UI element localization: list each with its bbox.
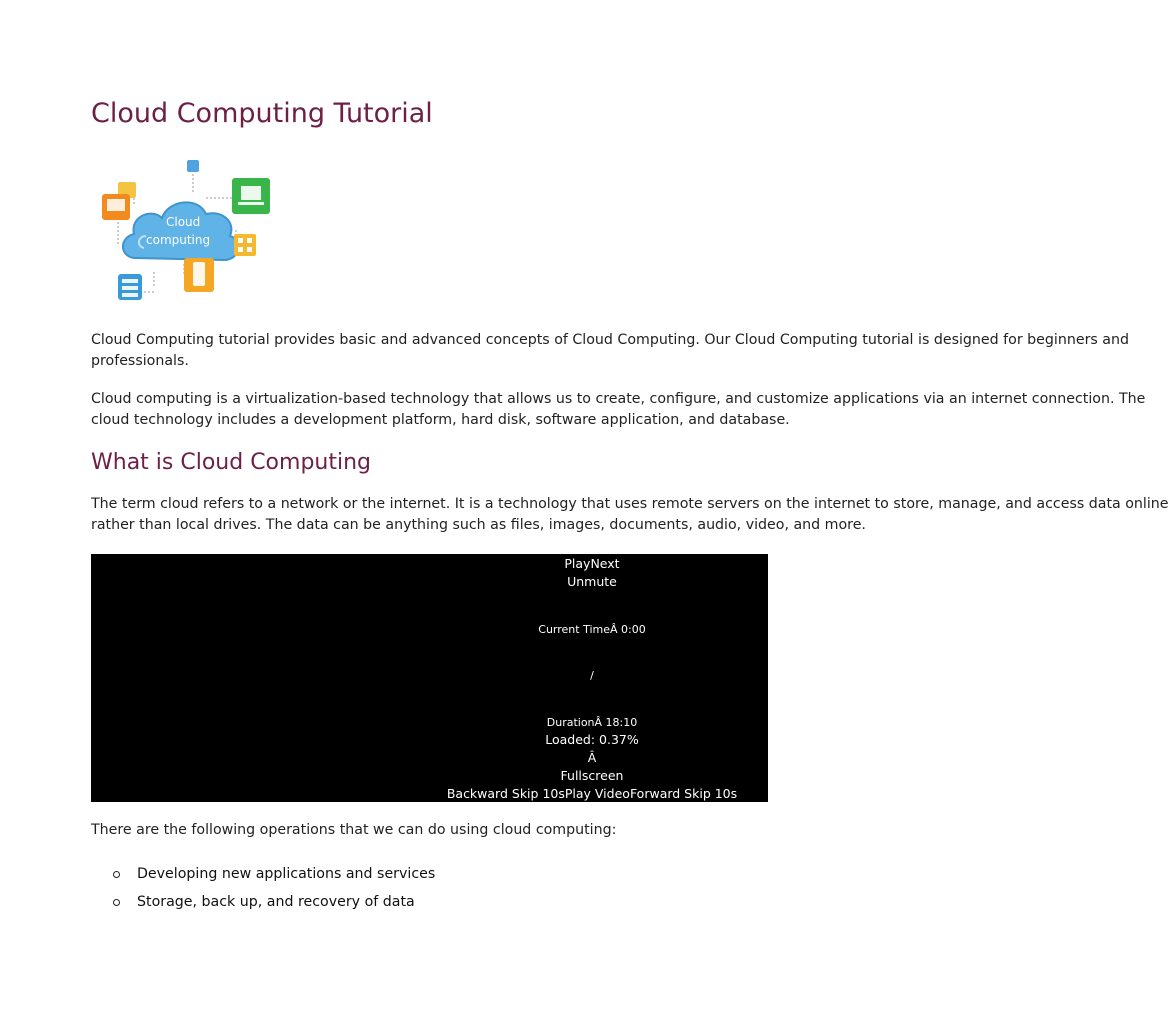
intro-p1-line1: Cloud Computing tutorial provides basic and advanced concepts of Cloud Computing. Our Cloud Computing tutorial is designed for beginners and: [91, 332, 1130, 348]
intro-p2-line1: Cloud computing is a virtualization-based technology that allows us to create, configure, and customize applications via an internet connection. The: [91, 391, 1146, 407]
phone-icon: [184, 258, 214, 292]
monitor-icon: [102, 194, 130, 220]
section-paragraph: [91, 494, 1169, 536]
intro-p2-line2: cloud technology includes a development platform, hard disk, software application, and database.: [91, 412, 790, 428]
section-p-line2: rather than local drives. The data can be anything such as files, images, documents, audio, video, and more.: [91, 517, 866, 533]
duration: DurationÂ 18:10: [546, 716, 638, 729]
current-time: Current TimeÂ 0:00: [538, 623, 646, 636]
section-p-line1: The term cloud refers to a network or the internet. It is a technology that uses remote servers on the internet to store, manage, and access data online: [91, 496, 1169, 512]
cloud-label-line2: computing: [146, 233, 211, 247]
operations-intro: There are the following operations that we can do using cloud computing:: [91, 822, 617, 838]
section-heading: What is Cloud Computing: [91, 450, 372, 475]
playback-controls: [91, 786, 1093, 801]
play-next-button[interactable]: PlayNext: [564, 556, 620, 571]
intro-p1-line2: professionals.: [91, 353, 189, 369]
small-device-icon: [187, 160, 199, 172]
video-player[interactable]: [91, 554, 768, 802]
time-separator: /: [590, 669, 594, 682]
bullet-icon: [113, 899, 120, 906]
list-item-text: Storage, back up, and recovery of data: [137, 894, 415, 910]
play-video-button[interactable]: Play Video: [564, 786, 630, 801]
grid-icon: [234, 234, 256, 256]
page-title: Cloud Computing Tutorial: [91, 98, 433, 129]
cloud-label-line1: Cloud: [166, 215, 201, 229]
intro-paragraph-1: [91, 330, 1129, 372]
stray-character: Â: [587, 750, 597, 765]
list-item-text: Developing new applications and services: [137, 866, 436, 882]
unmute-button[interactable]: Unmute: [567, 574, 617, 589]
fullscreen-button[interactable]: Fullscreen: [560, 768, 624, 783]
backward-skip-button[interactable]: Backward Skip 10s: [446, 786, 565, 801]
laptop-icon: [232, 178, 270, 214]
server-icon: [118, 274, 142, 300]
loaded-progress: Loaded: 0.37%: [545, 732, 639, 747]
intro-paragraph-2: [91, 389, 1145, 431]
forward-skip-button[interactable]: Forward Skip 10s: [629, 786, 738, 801]
bullet-icon: [113, 871, 120, 878]
cloud-icon: [123, 202, 239, 260]
cloud-computing-illustration: [96, 152, 274, 302]
